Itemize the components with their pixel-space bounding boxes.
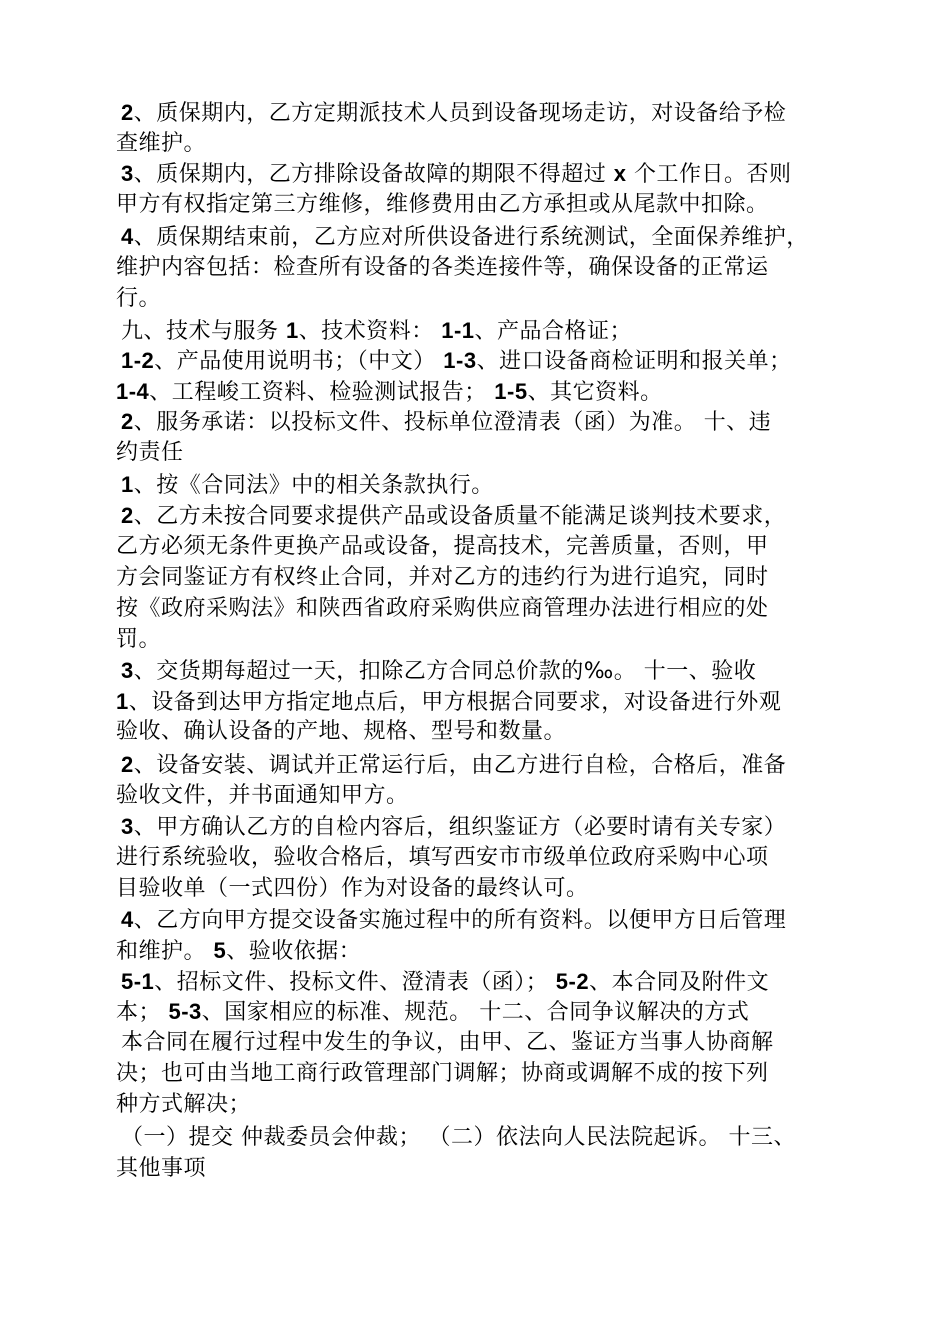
text-line: 3、甲方确认乙方的自检内容后，组织鉴证方（必要时请有关专家） xyxy=(121,814,787,840)
text-line: 罚。 xyxy=(116,627,162,652)
text-line: 本合同在履行过程中发生的争议，由甲、乙、鉴证方当事人协商解 xyxy=(121,1030,774,1055)
text-line: 2、乙方未按合同要求提供产品或设备质量不能满足谈判技术要求， xyxy=(121,503,787,529)
text-line: （一）提交 仲裁委员会仲裁； （二）依法向人民法院起诉。 十三、 xyxy=(121,1125,796,1150)
text-line: 决；也可由当地工商行政管理部门调解；协商或调解不成的按下列 xyxy=(116,1061,769,1086)
text-line: 进行系统验收，验收合格后，填写西安市市级单位政府采购中心项 xyxy=(116,845,769,870)
text-line: 1-2、产品使用说明书；（中文） 1-3、进口设备商检证明和报关单； xyxy=(121,348,792,374)
text-line: 4、质保期结束前，乙方应对所供设备进行系统测试，全面保养维护， xyxy=(121,224,809,250)
text-line: 乙方必须无条件更换产品或设备，提高技术，完善质量，否则，甲 xyxy=(116,534,769,559)
text-line: 查维护。 xyxy=(116,131,207,156)
text-line: 4、乙方向甲方提交设备实施过程中的所有资料。以便甲方日后管理 xyxy=(121,907,787,933)
section-heading-line: 九、技术与服务 1、技术资料： 1-1、产品合格证； xyxy=(121,318,633,344)
text-line: 验收、确认设备的产地、规格、型号和数量。 xyxy=(116,719,567,744)
text-line: 1、设备到达甲方指定地点后，甲方根据合同要求，对设备进行外观 xyxy=(116,689,782,715)
text-line: 行。 xyxy=(116,286,162,311)
text-line: 按《政府采购法》和陕西省政府采购供应商管理办法进行相应的处 xyxy=(116,596,769,621)
text-line: 1-4、工程峻工资料、检验测试报告； 1-5、其它资料。 xyxy=(116,379,663,405)
text-line: 1、按《合同法》中的相关条款执行。 xyxy=(121,472,494,498)
text-line: 种方式解决； xyxy=(116,1092,252,1117)
text-line: 5-1、招标文件、投标文件、澄清表（函）； 5-2、本合同及附件文 xyxy=(121,969,770,995)
text-line: 2、服务承诺：以投标文件、投标单位澄清表（函）为准。 十、违 xyxy=(121,409,772,435)
text-line: 方会同鉴证方有权终止合同，并对乙方的违约行为进行追究，同时 xyxy=(116,565,769,590)
text-line: 甲方有权指定第三方维修，维修费用由乙方承担或从尾款中扣除。 xyxy=(116,192,769,217)
text-line: 目验收单（一式四份）作为对设备的最终认可。 xyxy=(116,876,589,901)
text-line: 验收文件，并书面通知甲方。 xyxy=(116,783,409,808)
text-line: 2、质保期内，乙方定期派技术人员到设备现场走访，对设备给予检 xyxy=(121,100,787,126)
section-heading-line: 约责任 xyxy=(116,440,184,465)
text-line: 3、质保期内，乙方排除设备故障的期限不得超过 x 个工作日。否则 xyxy=(121,161,792,187)
text-line: 本； 5-3、国家相应的标准、规范。 十二、合同争议解决的方式 xyxy=(116,999,750,1025)
text-line: 维护内容包括：检查所有设备的各类连接件等，确保设备的正常运 xyxy=(116,255,769,280)
section-heading-line: 其他事项 xyxy=(116,1156,207,1181)
text-line: 3、交货期每超过一天，扣除乙方合同总价款的‰。 十一、验收 xyxy=(121,658,757,684)
text-line: 和维护。 5、验收依据： xyxy=(116,938,362,964)
text-line: 2、设备安装、调试并正常运行后，由乙方进行自检，合格后，准备 xyxy=(121,752,787,778)
